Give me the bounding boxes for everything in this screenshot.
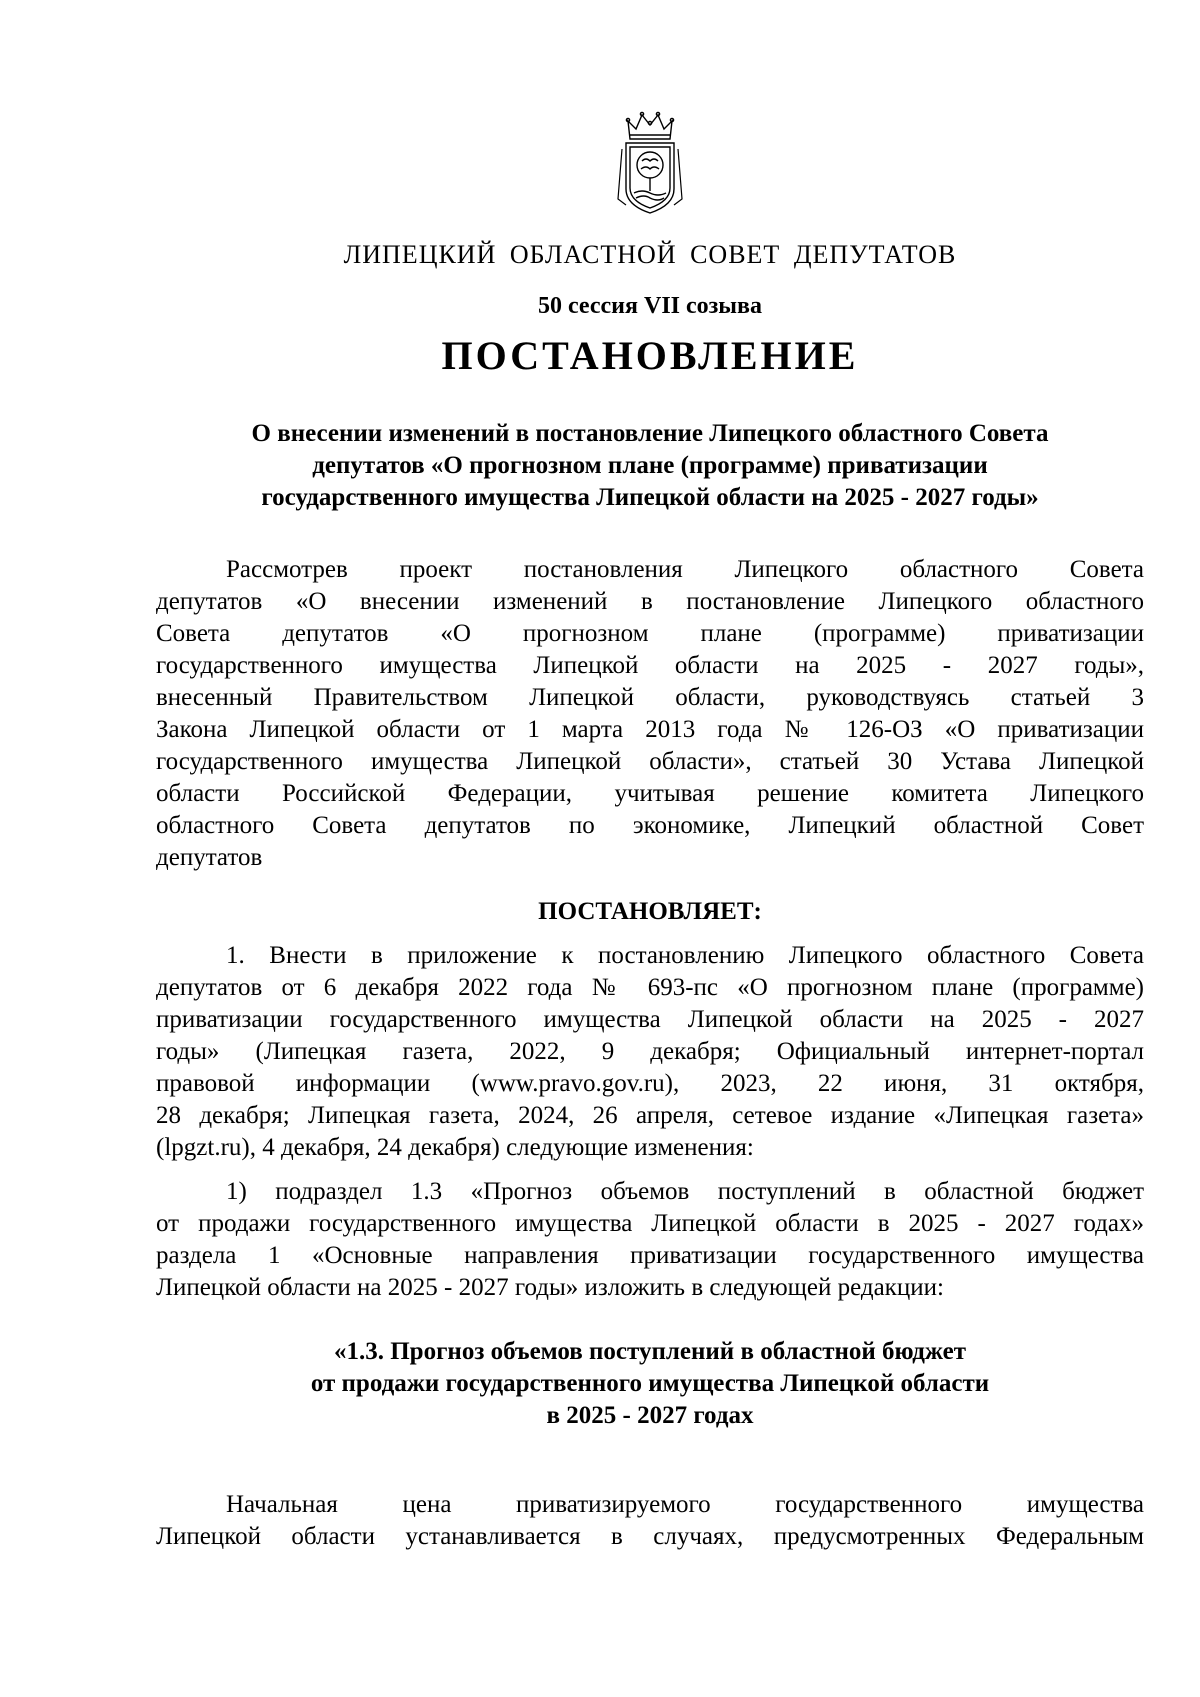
section-title-line: «1.3. Прогноз объемов поступлений в областной бюджет <box>333 1338 967 1365</box>
section-title-line: в 2025 - 2027 годах <box>546 1402 754 1429</box>
paragraph-line: депутатов <box>156 844 263 871</box>
paragraph-line: внесенный Правительством Липецкой области, руководствуясь статьей 3 <box>156 684 1144 711</box>
session-number: 50 сессия VII созыва <box>537 293 762 319</box>
paragraph-line: области Российской Федерации, учитывая решение комитета Липецкого <box>156 780 1144 807</box>
paragraph-line: депутатов от 6 декабря 2022 года № 693-пс «О прогнозном плане (программе) <box>156 974 1144 1001</box>
paragraph-line: Липецкой области на 2025 - 2027 годы» изложить в следующей редакции: <box>156 1274 944 1301</box>
paragraph-line: 1. Внести в приложение к постановлению Липецкого областного Совета <box>226 942 1144 969</box>
paragraph-line: годы» (Липецкая газета, 2022, 9 декабря; Официальный интернет-портал <box>156 1038 1144 1065</box>
paragraph-line: приватизации государственного имущества Липецкой области на 2025 - 2027 <box>156 1006 1144 1033</box>
final-paragraph <box>156 1489 1144 1553</box>
paragraph-line: депутатов «О внесении изменений в постановление Липецкого областного <box>156 588 1144 615</box>
organization-name: ЛИПЕЦКИЙ ОБЛАСТНОЙ СОВЕТ ДЕПУТАТОВ <box>343 240 957 269</box>
coat-of-arms-icon <box>614 109 686 219</box>
paragraph-line: (lpgzt.ru), 4 декабря, 24 декабря) следующие изменения: <box>156 1134 754 1161</box>
paragraph-line: 1) подраздел 1.3 «Прогноз объемов поступлений в областной бюджет <box>226 1178 1144 1205</box>
paragraph-line: Совета депутатов «О прогнозном плане (программе) приватизации <box>156 620 1144 647</box>
decree-heading: ПОСТАНОВЛЯЕТ: <box>538 898 762 925</box>
paragraph-line: Рассмотрев проект постановления Липецкого областного Совета <box>226 556 1144 583</box>
paragraph-line: Начальная цена приватизируемого государственного имущества <box>226 1491 1144 1518</box>
section-title <box>150 1336 1150 1432</box>
paragraph-line: правовой информации (www.pravo.gov.ru), 2023, 22 июня, 31 октября, <box>156 1070 1144 1097</box>
paragraph-line: государственного имущества Липецкой области», статьей 30 Устава Липецкой <box>156 748 1144 775</box>
paragraph-line: раздела 1 «Основные направления приватизации государственного имущества <box>156 1242 1144 1269</box>
document-type-heading: ПОСТАНОВЛЕНИЕ <box>441 333 859 378</box>
subject-line: государственного имущества Липецкой области на 2025 - 2027 годы» <box>261 484 1039 511</box>
paragraph-line: Закона Липецкой области от 1 марта 2013 года № 126-ОЗ «О приватизации <box>156 716 1144 743</box>
subject-line: О внесении изменений в постановление Липецкого областного Совета <box>251 420 1049 447</box>
paragraph-line: от продажи государственного имущества Липецкой области в 2025 - 2027 годах» <box>156 1210 1144 1237</box>
subject-line: депутатов «О прогнозном плане (программе) приватизации <box>312 452 988 479</box>
paragraph-line: 28 декабря; Липецкая газета, 2024, 26 апреля, сетевое издание «Липецкая газета» <box>156 1102 1144 1129</box>
item-1-paragraph <box>156 940 1144 1164</box>
preamble-paragraph <box>156 554 1144 874</box>
paragraph-line: областного Совета депутатов по экономике, Липецкий областной Совет <box>156 812 1144 839</box>
subitem-1-paragraph <box>156 1176 1144 1304</box>
paragraph-line: государственного имущества Липецкой области на 2025 - 2027 годы», <box>156 652 1144 679</box>
section-title-line: от продажи государственного имущества Липецкой области <box>310 1370 990 1397</box>
document-subject <box>150 418 1150 514</box>
paragraph-line: Липецкой области устанавливается в случаях, предусмотренных Федеральным <box>156 1523 1144 1550</box>
